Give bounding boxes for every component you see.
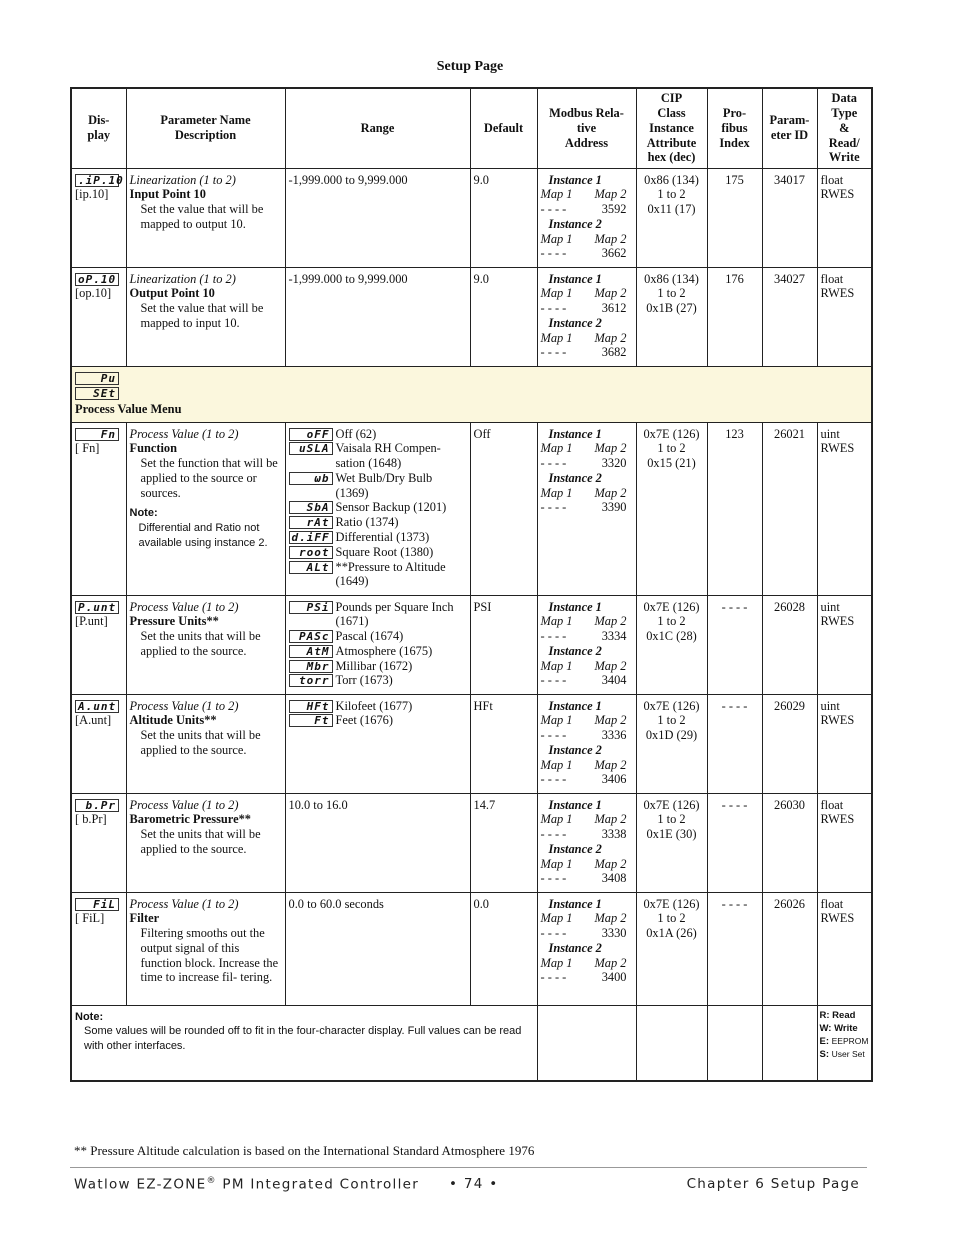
param-name: Input Point 10 (129, 187, 206, 202)
empty-cell (537, 1005, 636, 1081)
note-row (71, 1005, 872, 1081)
option-item: uSLA Vaisala RH Compen- sation (1648) (289, 441, 467, 471)
map1-value: - - - - (540, 728, 567, 743)
param-id-cell: 26021 (762, 422, 817, 595)
map2-value: 3662 (601, 246, 627, 261)
map1-value: - - - - (540, 301, 567, 316)
map2-value: 3390 (601, 500, 627, 515)
param-code: [ip.10] (75, 187, 109, 202)
param-id-cell: 26029 (762, 694, 817, 793)
footnote: ** Pressure Altitude calculation is based on the International Standard Atmosphere 1976 (74, 1143, 535, 1158)
data-type-cell: float RWES (817, 267, 872, 366)
range-cell: 0.0 to 60.0 seconds (285, 892, 470, 1005)
instance-label: Instance 2 (548, 315, 602, 330)
lcd-display: root (289, 546, 333, 559)
empty-cell (707, 1005, 762, 1081)
modbus-cell (537, 168, 636, 267)
page-number: • 74 • (449, 1176, 499, 1192)
map2-label: Map 2 (594, 713, 627, 728)
map1-label: Map 1 (540, 187, 573, 202)
lcd-display: b.Pr (75, 799, 119, 812)
option-item: d.iFF Differential (1373) (289, 530, 467, 545)
empty-cell (762, 1005, 817, 1081)
map1-value: - - - - (540, 970, 567, 985)
param-category: Process Value (1 to 2) (129, 797, 239, 812)
modbus-cell (537, 595, 636, 694)
map2-label: Map 2 (594, 812, 627, 827)
lcd-display: AtM (289, 645, 333, 658)
option-item: Mbr Millibar (1672) (289, 659, 467, 674)
table-row (71, 694, 872, 793)
param-category: Linearization (1 to 2) (129, 172, 236, 187)
default-cell: 9.0 (470, 168, 537, 267)
map2-value: 3406 (601, 772, 627, 787)
option-item: ALt **Pressure to Altitude (1649) (289, 560, 467, 590)
map1-label: Map 1 (540, 812, 573, 827)
instance-label: Instance 2 (548, 643, 602, 658)
param-desc: Set the units that will be applied to the source. (140, 629, 261, 658)
instance-label: Instance 1 (548, 172, 602, 187)
cip-cell: 0x86 (134) 1 to 2 0x11 (17) (636, 168, 707, 267)
param-category: Process Value (1 to 2) (129, 698, 239, 713)
header-row (71, 88, 872, 168)
table-row (71, 793, 872, 892)
profibus-cell: 176 (707, 267, 762, 366)
map1-label: Map 1 (540, 231, 573, 246)
rw-legend: R: Read W: Write E: EEPROM S: User Set (817, 1005, 872, 1081)
range-cell: -1,999.000 to 9,999.000 (285, 168, 470, 267)
default-cell: PSI (470, 595, 537, 694)
data-type-cell: float RWES (817, 168, 872, 267)
instance-label: Instance 1 (548, 271, 602, 286)
param-code: [ FiL] (75, 911, 105, 926)
lcd-display: SEt (75, 387, 119, 400)
map2-label: Map 2 (594, 330, 627, 345)
profibus-cell: - - - - (707, 595, 762, 694)
map2-label: Map 2 (594, 955, 627, 970)
param-category: Linearization (1 to 2) (129, 271, 236, 286)
profibus-cell: 175 (707, 168, 762, 267)
param-category: Process Value (1 to 2) (129, 599, 239, 614)
param-id-cell: 26030 (762, 793, 817, 892)
option-item: rAt Ratio (1374) (289, 515, 467, 530)
option-item: root Square Root (1380) (289, 545, 467, 560)
footer-divider (70, 1167, 867, 1168)
cip-cell: 0x7E (126) 1 to 2 0x1D (29) (636, 694, 707, 793)
data-type-cell: uint RWES (817, 694, 872, 793)
map1-label: Map 1 (540, 757, 573, 772)
range-cell (285, 694, 470, 793)
param-id-cell: 34017 (762, 168, 817, 267)
lcd-display: ALt (289, 561, 333, 574)
header-param: Parameter Name Description (126, 88, 285, 168)
modbus-cell (537, 793, 636, 892)
map2-value: 3612 (601, 301, 627, 316)
page-title: Setup Page (436, 59, 504, 74)
param-category: Process Value (1 to 2) (129, 896, 239, 911)
lcd-display: HFt (289, 700, 333, 713)
data-type-cell: float RWES (817, 793, 872, 892)
table-row (71, 267, 872, 366)
map2-value: 3330 (601, 926, 627, 941)
param-id-cell: 34027 (762, 267, 817, 366)
map1-value: - - - - (540, 500, 567, 515)
instance-label: Instance 2 (548, 470, 602, 485)
map2-value: 3682 (601, 345, 627, 360)
profibus-cell: 123 (707, 422, 762, 595)
lcd-display: Ft (289, 714, 333, 727)
option-item: ωb Wet Bulb/Dry Bulb (1369) (289, 471, 467, 501)
footer-product: Watlow EZ-ZONE® PM Integrated Controller (74, 1176, 420, 1193)
param-id-cell: 26026 (762, 892, 817, 1005)
lcd-display: PSi (289, 601, 333, 614)
map2-value: 3336 (601, 728, 627, 743)
param-desc: Set the value that will be mapped to output 10. (140, 202, 264, 231)
header-profibus: Pro- fibus Index (707, 88, 762, 168)
option-item: AtM Atmosphere (1675) (289, 644, 467, 659)
map2-value: 3334 (601, 629, 627, 644)
param-name: Barometric Pressure** (129, 812, 251, 827)
note-cell (71, 1005, 537, 1081)
instance-label: Instance 2 (548, 940, 602, 955)
default-cell: 9.0 (470, 267, 537, 366)
param-code: [ Fn] (75, 441, 100, 456)
param-desc: Set the value that will be mapped to input 10. (140, 301, 264, 330)
option-item: HFt Kilofeet (1677) (289, 699, 467, 714)
map1-label: Map 1 (540, 441, 573, 456)
map1-label: Map 1 (540, 713, 573, 728)
param-desc: Set the function that will be applied to the source or sources. (140, 456, 278, 500)
param-name: Function (129, 441, 178, 456)
map2-value: 3592 (601, 202, 627, 217)
header-data-type: Data Type & Read/ Write (817, 88, 872, 168)
map2-label: Map 2 (594, 485, 627, 500)
profibus-cell: - - - - (707, 892, 762, 1005)
map2-label: Map 2 (594, 286, 627, 301)
option-item: torr Torr (1673) (289, 673, 467, 688)
option-item: PSi Pounds per Square Inch (1671) (289, 600, 467, 630)
map2-value: 3320 (601, 456, 627, 471)
header-modbus: Modbus Rela- tive Address (537, 88, 636, 168)
map1-label: Map 1 (540, 856, 573, 871)
header-default: Default (470, 88, 537, 168)
lcd-display: FiL (75, 898, 119, 911)
lcd-display: SbA (289, 501, 333, 514)
map2-label: Map 2 (594, 187, 627, 202)
map1-value: - - - - (540, 772, 567, 787)
lcd-display: Mbr (289, 660, 333, 673)
param-name: Pressure Units** (129, 614, 219, 629)
range-cell: -1,999.000 to 9,999.000 (285, 267, 470, 366)
map2-label: Map 2 (594, 757, 627, 772)
data-type-cell: uint RWES (817, 422, 872, 595)
map2-label: Map 2 (594, 614, 627, 629)
lcd-display: rAt (289, 516, 333, 529)
option-item: PASc Pascal (1674) (289, 629, 467, 644)
option-item: SbA Sensor Backup (1201) (289, 500, 467, 515)
cip-cell: 0x7E (126) 1 to 2 0x1C (28) (636, 595, 707, 694)
parameter-table (70, 87, 873, 1082)
modbus-cell (537, 422, 636, 595)
map1-value: - - - - (540, 629, 567, 644)
lcd-display: Fn (75, 428, 119, 441)
map2-label: Map 2 (594, 658, 627, 673)
param-category: Process Value (1 to 2) (129, 426, 239, 441)
note-text: Differential and Ratio not available using instance 2. (138, 522, 268, 550)
note-heading: Note: (129, 507, 158, 520)
param-code: [op.10] (75, 286, 112, 301)
table-row (71, 595, 872, 694)
instance-label: Instance 2 (548, 841, 602, 856)
param-desc: Set the units that will be applied to the source. (140, 728, 261, 757)
map1-value: - - - - (540, 345, 567, 360)
profibus-cell: - - - - (707, 793, 762, 892)
map2-label: Map 2 (594, 856, 627, 871)
param-name: Filter (129, 911, 160, 926)
instance-label: Instance 2 (548, 742, 602, 757)
lcd-display: d.iFF (289, 531, 333, 544)
note-text: Some values will be rounded off to fit in the four-character display. Full values can be read with other interfaces. (84, 1025, 522, 1053)
map2-value: 3400 (601, 970, 627, 985)
param-desc: Set the units that will be applied to the source. (140, 827, 261, 856)
data-type-cell: uint RWES (817, 595, 872, 694)
option-item: Ft Feet (1676) (289, 713, 467, 728)
param-id-cell: 26028 (762, 595, 817, 694)
map1-value: - - - - (540, 673, 567, 688)
header-display: Dis- play (71, 88, 126, 168)
default-cell: 14.7 (470, 793, 537, 892)
table-row (71, 168, 872, 267)
lcd-display: .iP.10 (75, 174, 119, 187)
footer-chapter: Chapter 6 Setup Page (686, 1176, 860, 1192)
lcd-display: A.unt (75, 700, 119, 713)
map1-value: - - - - (540, 202, 567, 217)
data-type-cell: float RWES (817, 892, 872, 1005)
lcd-display: oFF (289, 428, 333, 441)
range-cell (285, 595, 470, 694)
lcd-display: ωb (289, 472, 333, 485)
map1-value: - - - - (540, 926, 567, 941)
map1-value: - - - - (540, 827, 567, 842)
cip-cell: 0x86 (134) 1 to 2 0x1B (27) (636, 267, 707, 366)
cip-cell: 0x7E (126) 1 to 2 0x15 (21) (636, 422, 707, 595)
lcd-display: oP.10 (75, 273, 119, 286)
instance-label: Instance 1 (548, 797, 602, 812)
table-row (71, 422, 872, 595)
map1-label: Map 1 (540, 955, 573, 970)
map1-label: Map 1 (540, 330, 573, 345)
instance-label: Instance 1 (548, 426, 602, 441)
param-code: [P.unt] (75, 614, 108, 629)
header-cip: CIP Class Instance Attribute hex (dec) (636, 88, 707, 168)
map1-label: Map 1 (540, 286, 573, 301)
header-range: Range (285, 88, 470, 168)
range-cell (285, 422, 470, 595)
instance-label: Instance 2 (548, 216, 602, 231)
map1-label: Map 1 (540, 911, 573, 926)
menu-row (71, 366, 872, 422)
param-name: Output Point 10 (129, 286, 215, 301)
modbus-cell (537, 267, 636, 366)
default-cell: HFt (470, 694, 537, 793)
cip-cell: 0x7E (126) 1 to 2 0x1E (30) (636, 793, 707, 892)
map1-value: - - - - (540, 871, 567, 886)
default-cell: 0.0 (470, 892, 537, 1005)
param-code: [A.unt] (75, 713, 112, 728)
table-row (71, 892, 872, 1005)
lcd-display: uSLA (289, 442, 333, 455)
lcd-display: torr (289, 674, 333, 687)
default-cell: Off (470, 422, 537, 595)
modbus-cell (537, 892, 636, 1005)
map2-value: 3338 (601, 827, 627, 842)
map1-label: Map 1 (540, 658, 573, 673)
menu-cell (71, 366, 872, 422)
param-desc: Filtering smooths out the output signal of this function block. Increase the time to increase fil- tering. (140, 926, 279, 985)
instance-label: Instance 1 (548, 698, 602, 713)
header-param-id: Param- eter ID (762, 88, 817, 168)
lcd-display: PASc (289, 630, 333, 643)
instance-label: Instance 1 (548, 599, 602, 614)
empty-cell (636, 1005, 707, 1081)
lcd-display: P.unt (75, 601, 119, 614)
note-heading: Note: (75, 1010, 104, 1023)
lcd-display: Pu (75, 372, 119, 385)
map1-value: - - - - (540, 456, 567, 471)
param-name: Altitude Units** (129, 713, 217, 728)
range-cell: 10.0 to 16.0 (285, 793, 470, 892)
modbus-cell (537, 694, 636, 793)
map1-value: - - - - (540, 246, 567, 261)
option-item: oFF Off (62) (289, 427, 467, 442)
instance-label: Instance 1 (548, 896, 602, 911)
cip-cell: 0x7E (126) 1 to 2 0x1A (26) (636, 892, 707, 1005)
map2-label: Map 2 (594, 231, 627, 246)
map1-label: Map 1 (540, 614, 573, 629)
map2-label: Map 2 (594, 441, 627, 456)
map1-label: Map 1 (540, 485, 573, 500)
map2-label: Map 2 (594, 911, 627, 926)
param-code: [ b.Pr] (75, 812, 107, 827)
menu-title: Process Value Menu (75, 402, 182, 417)
map2-value: 3404 (601, 673, 627, 688)
profibus-cell: - - - - (707, 694, 762, 793)
map2-value: 3408 (601, 871, 627, 886)
